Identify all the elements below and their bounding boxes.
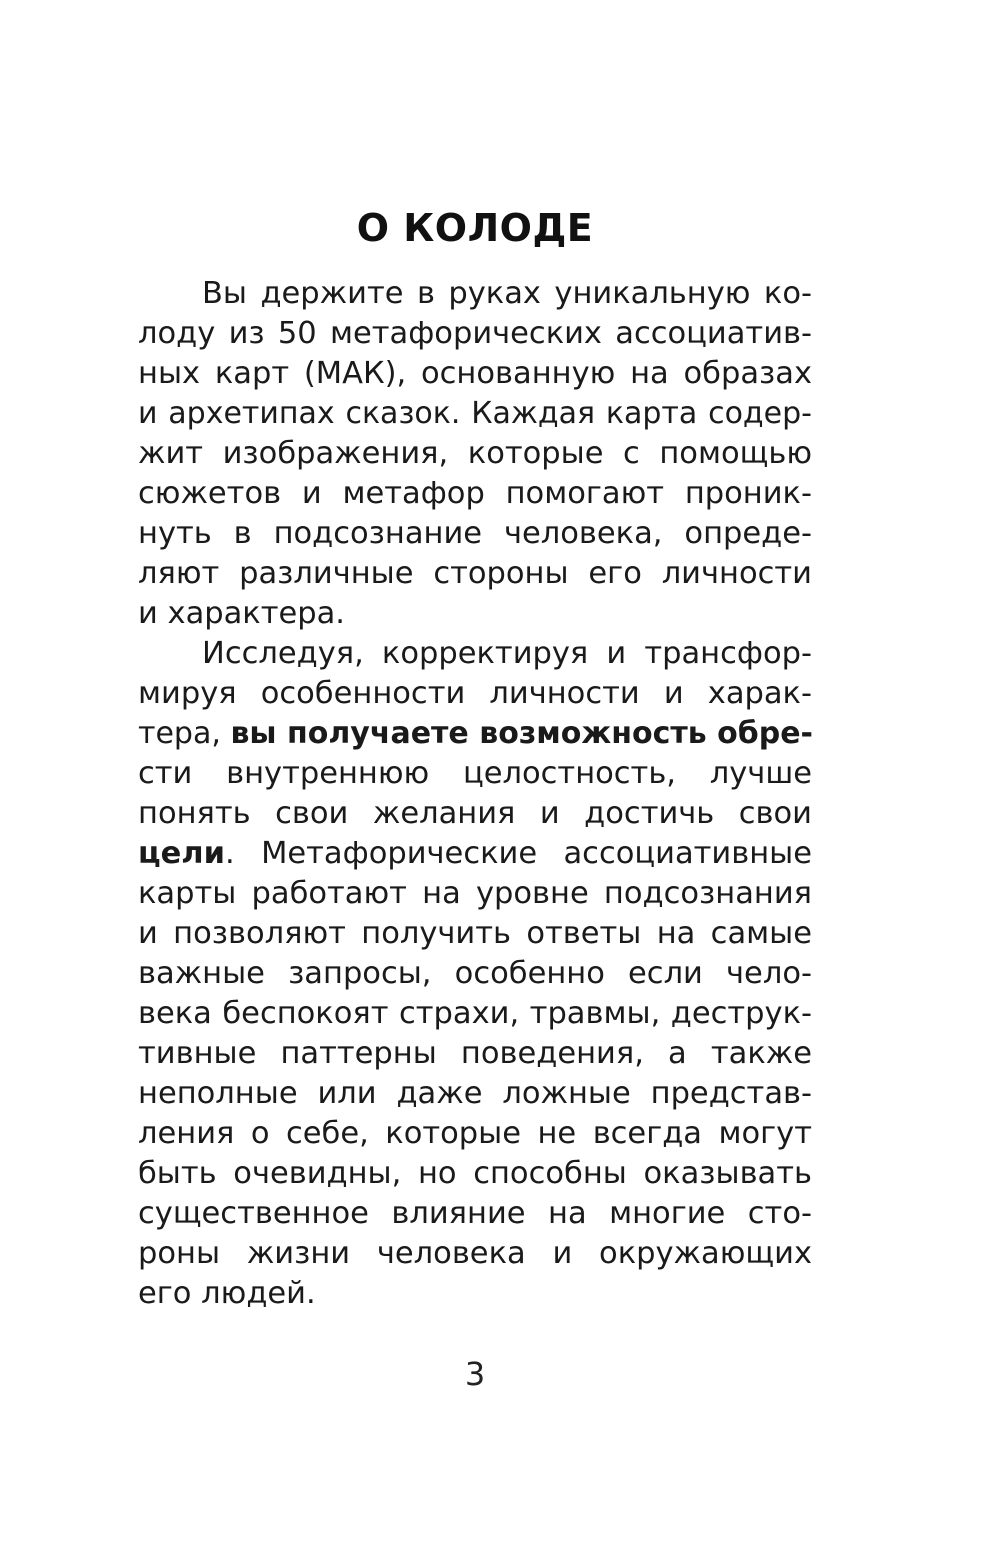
paragraph-2-line: Исследуя, корректируя и трансфор- — [202, 636, 812, 671]
body-text — [138, 274, 812, 1314]
paragraph-1-line: ляют различные стороны его личности — [138, 556, 812, 591]
paragraph-2-line — [138, 714, 812, 754]
paragraph-1-line: лоду из 50 метафорических ассоциатив- — [138, 316, 812, 351]
paragraph-2-line: роны жизни человека и окружающих — [138, 1236, 812, 1271]
paragraph-1-line: Вы держите в руках уникальную ко- — [202, 276, 812, 311]
paragraph-1-line: и характера. — [138, 596, 346, 631]
page-number: 3 — [464, 1355, 486, 1393]
paragraph-2-line: ления о себе, которые не всегда могут — [138, 1116, 812, 1151]
paragraph-1-line: нуть в подсознание человека, опреде- — [138, 516, 812, 551]
paragraph-2-line: неполные или даже ложные представ- — [138, 1076, 812, 1111]
paragraph-2-line: существенное влияние на многие сто- — [138, 1196, 812, 1231]
paragraph-2-line: тивные паттерны поведения, а также — [138, 1036, 812, 1071]
paragraph-2-line: его людей. — [138, 1276, 316, 1311]
bold-text: цели — [138, 836, 226, 871]
bold-text: вы получаете возможность обре- — [230, 716, 813, 751]
paragraph-1-line: сюжетов и метафор помогают проник- — [138, 476, 812, 511]
paragraph-1-line: и архетипах сказок. Каждая карта содер- — [138, 396, 812, 431]
paragraph-2-line-bold: сти внутреннюю целостность, лучше — [138, 756, 812, 791]
plain-text: . Метафорические ассоциативные — [225, 836, 812, 871]
page-title: О КОЛОДЕ — [356, 206, 594, 250]
paragraph-2-line: быть очевидны, но способны оказывать — [138, 1156, 812, 1191]
paragraph-1-line: ных карт (МАК), основанную на образах — [138, 356, 812, 391]
paragraph-2-line-bold: понять свои желания и достичь свои — [138, 796, 812, 831]
paragraph-2-line: и позволяют получить ответы на самые — [138, 916, 812, 951]
paragraph-2-line: века беспокоят страхи, травмы, деструк- — [138, 996, 812, 1031]
paragraph-2-line: карты работают на уровне подсознания — [138, 876, 812, 911]
paragraph-2-line: мируя особенности личности и харак- — [138, 676, 812, 711]
paragraph-2-line — [138, 834, 812, 874]
paragraph-1-line: жит изображения, которые с помощью — [138, 436, 812, 471]
plain-text: тера, — [138, 716, 231, 751]
paragraph-2-line: важные запросы, особенно если чело- — [138, 956, 812, 991]
